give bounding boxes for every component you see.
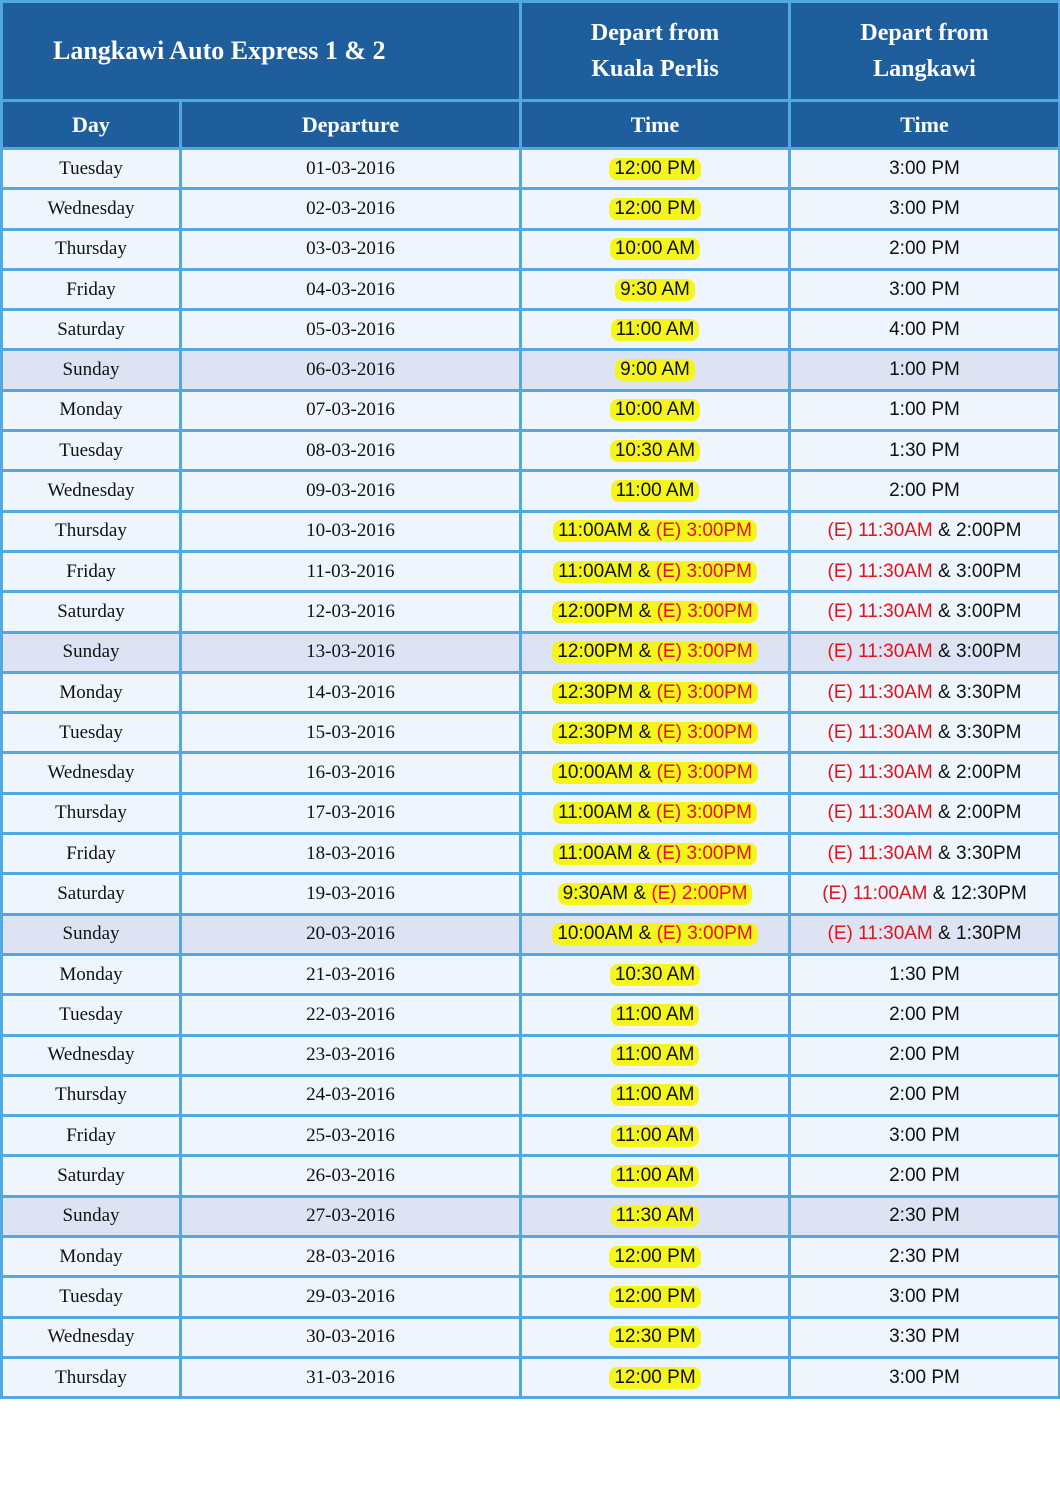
table-row xyxy=(2,1357,1060,1397)
lk-time: 1:30 PM xyxy=(889,439,960,461)
langkawi-time-cell xyxy=(790,1357,1060,1397)
kp-time: 12:00 PM xyxy=(614,1245,696,1267)
date-cell: 28-03-2016 xyxy=(181,1237,521,1277)
kuala-perlis-time-cell xyxy=(521,834,790,874)
langkawi-time-cell xyxy=(790,269,1060,309)
kuala-perlis-time-cell xyxy=(521,229,790,269)
lk-time: 12:30PM xyxy=(950,882,1027,904)
lk-time: 3:00 PM xyxy=(889,1124,960,1146)
kp-time: 11:00 AM xyxy=(615,1003,695,1025)
kp-time: 11:00 AM xyxy=(615,1044,695,1066)
lk-extra-time: (E) 11:30AM xyxy=(827,721,933,743)
day-cell: Friday xyxy=(2,551,181,591)
date-cell: 13-03-2016 xyxy=(181,632,521,672)
kp-time-highlight xyxy=(611,1044,700,1066)
kp-extra-time: (E) 3:00PM xyxy=(655,802,752,824)
langkawi-time-cell xyxy=(790,431,1060,471)
kp-time: 10:30 AM xyxy=(614,963,696,985)
date-cell: 03-03-2016 xyxy=(181,229,521,269)
date-cell: 02-03-2016 xyxy=(181,189,521,229)
kuala-perlis-time-cell xyxy=(521,1156,790,1196)
langkawi-time-cell: (E) 11:30AM & 2:00PM xyxy=(790,793,1060,833)
lk-time: 2:00 PM xyxy=(889,480,960,502)
day-cell: Thursday xyxy=(2,1357,181,1397)
lk-time: 2:00 PM xyxy=(889,1044,960,1066)
table-row xyxy=(2,189,1060,229)
kp-time-highlight xyxy=(611,1165,700,1187)
kuala-perlis-time-cell xyxy=(521,390,790,430)
langkawi-time-cell: (E) 11:30AM & 2:00PM xyxy=(790,511,1060,551)
kp-time-highlight xyxy=(611,319,700,341)
kp-time: 9:00 AM xyxy=(620,359,690,381)
langkawi-time-cell xyxy=(790,1237,1060,1277)
kuala-perlis-time-cell xyxy=(521,149,790,189)
lk-time: 2:00PM xyxy=(956,520,1022,542)
lk-time: 3:30PM xyxy=(956,681,1022,703)
day-cell: Friday xyxy=(2,834,181,874)
kuala-perlis-time-cell xyxy=(521,713,790,753)
lk-time: 2:00 PM xyxy=(889,1165,960,1187)
table-row xyxy=(2,1277,1060,1317)
lk-time: 3:00 PM xyxy=(889,1285,960,1307)
kp-time: 9:30 AM xyxy=(620,278,690,300)
lk-time: 3:00 PM xyxy=(889,197,960,219)
kp-group-line1: Depart from xyxy=(590,20,720,46)
day-cell: Saturday xyxy=(2,310,181,350)
kp-time-highlight xyxy=(609,1326,700,1348)
kp-time-highlight xyxy=(610,964,700,986)
lk-time: 1:30PM xyxy=(956,923,1022,945)
date-cell: 10-03-2016 xyxy=(181,511,521,551)
lk-group-line2: Langkawi xyxy=(873,56,976,82)
kuala-perlis-time-cell xyxy=(521,189,790,229)
kuala-perlis-group-header xyxy=(521,2,790,101)
kp-time: 12:00 PM xyxy=(614,157,696,179)
date-cell: 05-03-2016 xyxy=(181,310,521,350)
kp-time: 11:30 AM xyxy=(615,1205,695,1227)
kp-time: 12:00PM xyxy=(557,641,634,663)
date-cell: 29-03-2016 xyxy=(181,1277,521,1317)
kp-time: 11:00 AM xyxy=(615,1124,695,1146)
kp-extra-time: (E) 3:00PM xyxy=(655,842,752,864)
kp-time-highlight: 12:00PM & (E) 3:00PM xyxy=(552,601,757,623)
kuala-perlis-time-cell xyxy=(521,471,790,511)
kp-time-highlight: 12:30PM & (E) 3:00PM xyxy=(552,682,757,704)
date-cell: 15-03-2016 xyxy=(181,713,521,753)
lk-extra-time: (E) 11:30AM xyxy=(827,520,933,542)
date-cell: 14-03-2016 xyxy=(181,672,521,712)
kuala-perlis-time-cell xyxy=(521,793,790,833)
col-header-kp-time: Time xyxy=(521,101,790,149)
table-row xyxy=(2,954,1060,994)
kuala-perlis-time-cell xyxy=(521,1277,790,1317)
kuala-perlis-time-cell xyxy=(521,1357,790,1397)
date-cell: 09-03-2016 xyxy=(181,471,521,511)
kuala-perlis-time-cell xyxy=(521,914,790,954)
table-row xyxy=(2,390,1060,430)
kuala-perlis-time-cell xyxy=(521,874,790,914)
lk-time: 2:30 PM xyxy=(889,1245,960,1267)
lk-time: 2:00PM xyxy=(956,802,1022,824)
langkawi-time-cell xyxy=(790,350,1060,390)
day-cell: Tuesday xyxy=(2,995,181,1035)
kp-time-highlight: 12:00PM & (E) 3:00PM xyxy=(552,641,757,663)
kp-time: 11:00 AM xyxy=(615,318,695,340)
langkawi-time-cell xyxy=(790,1116,1060,1156)
table-row xyxy=(2,753,1060,793)
schedule-title: Langkawi Auto Express 1 & 2 xyxy=(2,2,521,101)
langkawi-time-cell: (E) 11:30AM & 3:00PM xyxy=(790,632,1060,672)
table-row xyxy=(2,1237,1060,1277)
langkawi-time-cell xyxy=(790,1075,1060,1115)
kuala-perlis-time-cell xyxy=(521,1237,790,1277)
lk-time: 3:00 PM xyxy=(889,157,960,179)
table-row xyxy=(2,713,1060,753)
kp-time-highlight xyxy=(611,1004,700,1026)
day-cell: Monday xyxy=(2,954,181,994)
date-cell: 08-03-2016 xyxy=(181,431,521,471)
kuala-perlis-time-cell xyxy=(521,350,790,390)
date-cell: 21-03-2016 xyxy=(181,954,521,994)
lk-time: 2:00 PM xyxy=(889,1003,960,1025)
kp-time: 12:30PM xyxy=(557,681,634,703)
lk-extra-time: (E) 11:30AM xyxy=(827,641,933,663)
kp-time-highlight xyxy=(609,1286,700,1308)
kuala-perlis-time-cell xyxy=(521,1075,790,1115)
table-row xyxy=(2,471,1060,511)
lk-time: 3:30PM xyxy=(956,842,1022,864)
kp-time-highlight: 9:30AM & (E) 2:00PM xyxy=(558,883,753,905)
kp-time-highlight xyxy=(611,1205,700,1227)
day-cell: Wednesday xyxy=(2,753,181,793)
date-cell: 24-03-2016 xyxy=(181,1075,521,1115)
kp-extra-time: (E) 3:00PM xyxy=(655,520,752,542)
kuala-perlis-time-cell xyxy=(521,753,790,793)
kp-time: 11:00AM xyxy=(558,520,633,542)
kp-extra-time: (E) 3:00PM xyxy=(656,600,753,622)
date-cell: 23-03-2016 xyxy=(181,1035,521,1075)
langkawi-time-cell xyxy=(790,995,1060,1035)
col-header-day: Day xyxy=(2,101,181,149)
table-row xyxy=(2,632,1060,672)
table-row xyxy=(2,1196,1060,1236)
langkawi-time-cell xyxy=(790,1277,1060,1317)
date-cell: 06-03-2016 xyxy=(181,350,521,390)
kuala-perlis-time-cell xyxy=(521,995,790,1035)
kp-time-highlight xyxy=(609,198,700,220)
date-cell: 27-03-2016 xyxy=(181,1196,521,1236)
kuala-perlis-time-cell xyxy=(521,269,790,309)
kp-time: 10:00AM xyxy=(557,923,634,945)
kuala-perlis-time-cell xyxy=(521,511,790,551)
date-cell: 12-03-2016 xyxy=(181,592,521,632)
day-cell: Friday xyxy=(2,269,181,309)
lk-time: 2:00 PM xyxy=(889,1084,960,1106)
lk-time: 4:00 PM xyxy=(889,318,960,340)
kp-time: 11:00AM xyxy=(558,802,633,824)
table-row xyxy=(2,874,1060,914)
day-cell: Thursday xyxy=(2,1075,181,1115)
kp-time-highlight: 11:00AM & (E) 3:00PM xyxy=(553,520,757,542)
table-row xyxy=(2,834,1060,874)
kp-time: 10:30 AM xyxy=(614,439,696,461)
langkawi-time-cell xyxy=(790,471,1060,511)
day-cell: Tuesday xyxy=(2,149,181,189)
date-cell: 01-03-2016 xyxy=(181,149,521,189)
day-cell: Saturday xyxy=(2,874,181,914)
kp-time: 12:00 PM xyxy=(614,197,696,219)
date-cell: 31-03-2016 xyxy=(181,1357,521,1397)
date-cell: 17-03-2016 xyxy=(181,793,521,833)
kp-time: 11:00 AM xyxy=(615,480,695,502)
kp-time-highlight xyxy=(615,279,695,301)
kp-time-highlight xyxy=(609,158,700,180)
kp-time-highlight: 11:00AM & (E) 3:00PM xyxy=(553,843,757,865)
col-header-departure: Departure xyxy=(181,101,521,149)
kp-time: 10:00 AM xyxy=(614,238,696,260)
table-row xyxy=(2,551,1060,591)
langkawi-time-cell xyxy=(790,954,1060,994)
kuala-perlis-time-cell xyxy=(521,431,790,471)
table-row xyxy=(2,310,1060,350)
date-cell: 16-03-2016 xyxy=(181,753,521,793)
kp-time: 12:30 PM xyxy=(614,1326,696,1348)
table-row xyxy=(2,1035,1060,1075)
langkawi-time-cell xyxy=(790,1196,1060,1236)
table-row xyxy=(2,672,1060,712)
kp-extra-time: (E) 3:00PM xyxy=(656,681,753,703)
kp-time-highlight xyxy=(611,1084,700,1106)
kp-time-highlight xyxy=(611,480,700,502)
lk-extra-time: (E) 11:30AM xyxy=(827,842,933,864)
kp-time: 12:30PM xyxy=(557,721,634,743)
lk-time: 3:00PM xyxy=(956,641,1022,663)
kp-time-highlight: 12:30PM & (E) 3:00PM xyxy=(552,722,757,744)
kuala-perlis-time-cell xyxy=(521,1116,790,1156)
kuala-perlis-time-cell xyxy=(521,310,790,350)
lk-time: 3:00PM xyxy=(956,560,1022,582)
lk-group-line1: Depart from xyxy=(860,20,989,46)
day-cell: Wednesday xyxy=(2,1317,181,1357)
lk-time: 3:30 PM xyxy=(889,1326,960,1348)
table-row xyxy=(2,1116,1060,1156)
langkawi-time-cell xyxy=(790,149,1060,189)
kp-extra-time: (E) 3:00PM xyxy=(656,762,753,784)
table-row xyxy=(2,914,1060,954)
lk-extra-time: (E) 11:30AM xyxy=(827,802,933,824)
date-cell: 22-03-2016 xyxy=(181,995,521,1035)
date-cell: 18-03-2016 xyxy=(181,834,521,874)
table-row xyxy=(2,511,1060,551)
langkawi-time-cell: (E) 11:30AM & 3:00PM xyxy=(790,551,1060,591)
day-cell: Sunday xyxy=(2,914,181,954)
kuala-perlis-time-cell xyxy=(521,632,790,672)
day-cell: Wednesday xyxy=(2,1035,181,1075)
kuala-perlis-time-cell xyxy=(521,1317,790,1357)
date-cell: 04-03-2016 xyxy=(181,269,521,309)
table-row xyxy=(2,431,1060,471)
lk-extra-time: (E) 11:30AM xyxy=(827,923,933,945)
kp-time: 10:00AM xyxy=(557,762,634,784)
langkawi-time-cell: (E) 11:30AM & 1:30PM xyxy=(790,914,1060,954)
langkawi-time-cell xyxy=(790,390,1060,430)
kp-extra-time: (E) 3:00PM xyxy=(656,641,753,663)
lk-time: 3:00PM xyxy=(956,600,1022,622)
kp-group-line2: Kuala Perlis xyxy=(591,56,719,82)
day-cell: Sunday xyxy=(2,632,181,672)
table-row xyxy=(2,149,1060,189)
kp-time: 12:00 PM xyxy=(614,1285,696,1307)
langkawi-time-cell: (E) 11:30AM & 3:00PM xyxy=(790,592,1060,632)
table-row xyxy=(2,592,1060,632)
langkawi-time-cell: (E) 11:30AM & 3:30PM xyxy=(790,672,1060,712)
lk-extra-time: (E) 11:30AM xyxy=(827,762,933,784)
day-cell: Saturday xyxy=(2,592,181,632)
kp-time: 11:00 AM xyxy=(615,1084,695,1106)
table-row xyxy=(2,1075,1060,1115)
langkawi-time-cell: (E) 11:00AM & 12:30PM xyxy=(790,874,1060,914)
langkawi-time-cell: (E) 11:30AM & 3:30PM xyxy=(790,834,1060,874)
kp-time: 11:00AM xyxy=(558,560,633,582)
table-row xyxy=(2,350,1060,390)
kp-extra-time: (E) 2:00PM xyxy=(651,882,748,904)
date-cell: 19-03-2016 xyxy=(181,874,521,914)
kp-time: 12:00PM xyxy=(557,600,634,622)
kp-time-highlight: 11:00AM & (E) 3:00PM xyxy=(553,561,757,583)
lk-time: 1:30 PM xyxy=(889,963,960,985)
langkawi-time-cell xyxy=(790,189,1060,229)
kp-time-highlight xyxy=(610,440,700,462)
kp-time-highlight: 10:00AM & (E) 3:00PM xyxy=(552,923,757,945)
langkawi-group-header xyxy=(790,2,1060,101)
date-cell: 20-03-2016 xyxy=(181,914,521,954)
kp-time: 11:00 AM xyxy=(615,1165,695,1187)
kuala-perlis-time-cell xyxy=(521,551,790,591)
day-cell: Monday xyxy=(2,390,181,430)
day-cell: Thursday xyxy=(2,793,181,833)
lk-time: 2:00PM xyxy=(956,762,1022,784)
kp-time-highlight: 10:00AM & (E) 3:00PM xyxy=(552,762,757,784)
day-cell: Thursday xyxy=(2,229,181,269)
day-cell: Monday xyxy=(2,1237,181,1277)
schedule-body xyxy=(2,149,1060,1398)
lk-time: 3:00 PM xyxy=(889,1366,960,1388)
langkawi-time-cell xyxy=(790,1035,1060,1075)
langkawi-time-cell xyxy=(790,310,1060,350)
langkawi-time-cell xyxy=(790,229,1060,269)
date-cell: 11-03-2016 xyxy=(181,551,521,591)
lk-time: 3:00 PM xyxy=(889,278,960,300)
day-cell: Tuesday xyxy=(2,1277,181,1317)
kp-time-highlight xyxy=(609,1367,700,1389)
date-cell: 07-03-2016 xyxy=(181,390,521,430)
lk-time: 1:00 PM xyxy=(889,359,960,381)
day-cell: Wednesday xyxy=(2,189,181,229)
lk-time: 3:30PM xyxy=(956,721,1022,743)
kp-extra-time: (E) 3:00PM xyxy=(655,560,752,582)
col-header-lk-time: Time xyxy=(790,101,1060,149)
day-cell: Sunday xyxy=(2,1196,181,1236)
table-row xyxy=(2,269,1060,309)
lk-extra-time: (E) 11:30AM xyxy=(827,560,933,582)
date-cell: 26-03-2016 xyxy=(181,1156,521,1196)
table-row xyxy=(2,229,1060,269)
kuala-perlis-time-cell xyxy=(521,592,790,632)
table-row xyxy=(2,995,1060,1035)
kp-time-highlight: 11:00AM & (E) 3:00PM xyxy=(553,802,757,824)
date-cell: 25-03-2016 xyxy=(181,1116,521,1156)
kuala-perlis-time-cell xyxy=(521,672,790,712)
lk-time: 2:00 PM xyxy=(889,238,960,260)
day-cell: Monday xyxy=(2,672,181,712)
kp-time-highlight xyxy=(611,1125,700,1147)
header-row-top xyxy=(2,2,1060,101)
table-row xyxy=(2,1317,1060,1357)
kp-extra-time: (E) 3:00PM xyxy=(656,923,753,945)
kp-time-highlight xyxy=(610,238,700,260)
lk-extra-time: (E) 11:30AM xyxy=(827,681,933,703)
day-cell: Tuesday xyxy=(2,713,181,753)
langkawi-time-cell: (E) 11:30AM & 2:00PM xyxy=(790,753,1060,793)
kp-time-highlight xyxy=(610,399,700,421)
day-cell: Tuesday xyxy=(2,431,181,471)
day-cell: Friday xyxy=(2,1116,181,1156)
langkawi-time-cell: (E) 11:30AM & 3:30PM xyxy=(790,713,1060,753)
lk-extra-time: (E) 11:30AM xyxy=(827,600,933,622)
day-cell: Wednesday xyxy=(2,471,181,511)
kp-time-highlight xyxy=(609,1246,700,1268)
kp-time: 11:00AM xyxy=(558,842,633,864)
kp-time: 12:00 PM xyxy=(614,1366,696,1388)
kp-time: 9:30AM xyxy=(562,882,629,904)
kuala-perlis-time-cell xyxy=(521,1196,790,1236)
kp-time-highlight xyxy=(615,359,695,381)
day-cell: Sunday xyxy=(2,350,181,390)
langkawi-time-cell xyxy=(790,1317,1060,1357)
kuala-perlis-time-cell xyxy=(521,1035,790,1075)
day-cell: Saturday xyxy=(2,1156,181,1196)
lk-time: 2:30 PM xyxy=(889,1205,960,1227)
date-cell: 30-03-2016 xyxy=(181,1317,521,1357)
table-row xyxy=(2,793,1060,833)
lk-time: 1:00 PM xyxy=(889,399,960,421)
header-row-columns xyxy=(2,101,1060,149)
kuala-perlis-time-cell xyxy=(521,954,790,994)
day-cell: Thursday xyxy=(2,511,181,551)
kp-extra-time: (E) 3:00PM xyxy=(656,721,753,743)
kp-time: 10:00 AM xyxy=(614,399,696,421)
table-row xyxy=(2,1156,1060,1196)
langkawi-time-cell xyxy=(790,1156,1060,1196)
lk-extra-time: (E) 11:00AM xyxy=(822,882,928,904)
